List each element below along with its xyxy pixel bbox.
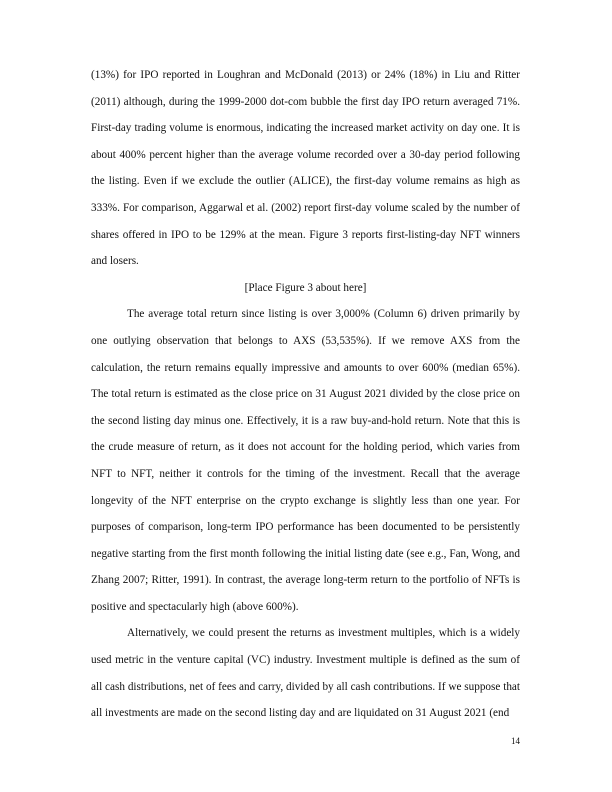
figure-placeholder: [Place Figure 3 about here]	[244, 281, 367, 294]
paragraph-total-return: The average total return since listing is over 3,000% (Column 6) driven primarily by one outlying observation that belongs to AXS (53,535%). If we remove AXS from the calculation, the return remains equally impressive and amounts to over 600% (median 65%). The total return is estimated as the close price on 31 August 2021 divided by the close price on the second listing day minus one. Effectively, it is a raw buy-and-hold return. Note that this is the crude measure of return, as it does not account for the holding period, which varies from NFT to NFT, neither it controls for the timing of the investment. Recall that the average longevity of the NFT enterprise on the crypto exchange is slightly less than one year. For purposes of comparison, long-term IPO performance has been documented to be persistently negative starting from the first month following the initial listing date (see e.g., Fan, Wong, and Zhang 2007; Ritter, 1991). In contrast, the average long-term return to the portfolio of NFTs is positive and spectacularly high (above 600%).	[91, 308, 520, 613]
body-text	[91, 62, 520, 727]
page-number: 14	[511, 736, 520, 746]
paragraph-investment-multiples: Alternatively, we could present the returns as investment multiples, which is a widely used metric in the venture capital (VC) industry. Investment multiple is defined as the sum of all cash distributions, net of fees and carry, divided by all cash contributions. If we suppose that all investments are made on the second listing day and are liquidated on 31 August 2021 (end	[91, 627, 520, 720]
paragraph-ipo-returns: (13%) for IPO reported in Loughran and McDonald (2013) or 24% (18%) in Liu and Ritter (2011) although, during the 1999-2000 dot-com bubble the first day IPO return averaged 71%. First-day trading volume is enormous, indicating the increased market activity on day one. It is about 400% percent higher than the average volume recorded over a 30-day period following the listing. Even if we exclude the outlier (ALICE), the first-day volume remains as high as 333%. For comparison, Aggarwal et al. (2002) report first-day volume scaled by the number of shares offered in IPO to be 129% at the mean. Figure 3 reports first-listing-day NFT winners and losers.	[91, 69, 520, 268]
